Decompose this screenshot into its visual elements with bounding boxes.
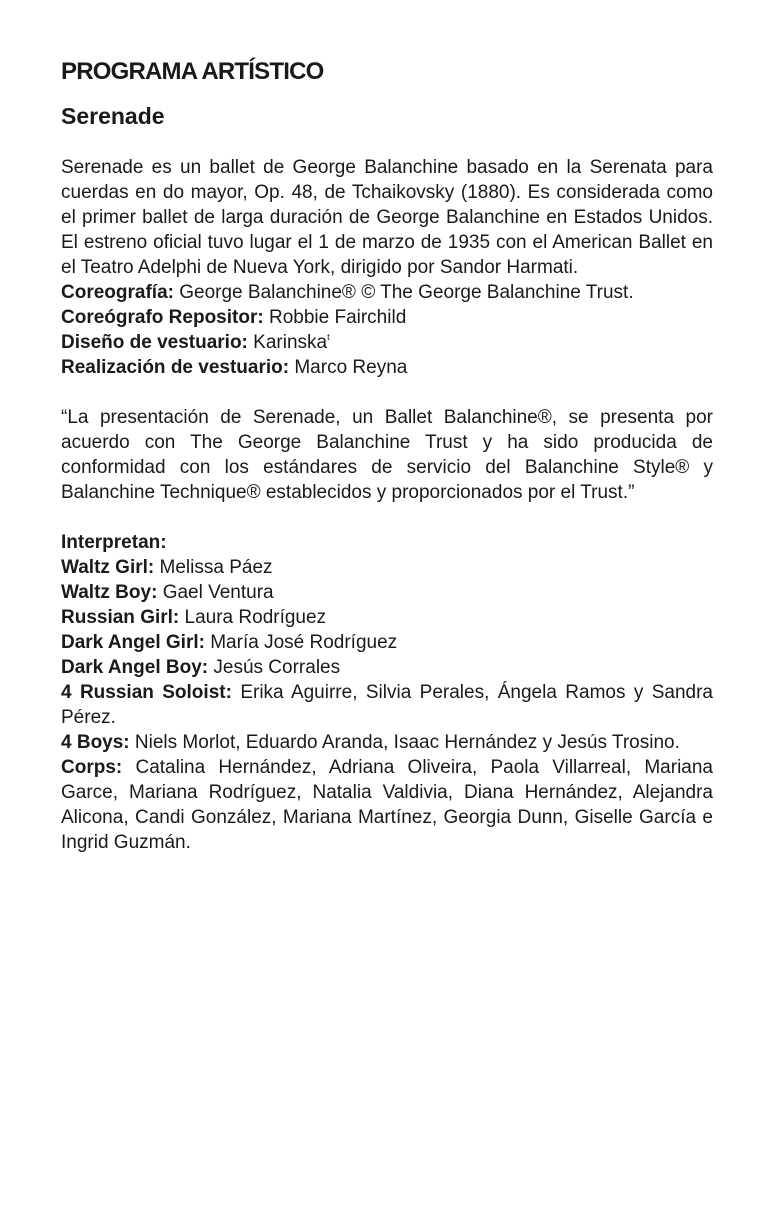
credit-line — [61, 280, 713, 305]
spacer — [61, 505, 713, 530]
cast-names: Erika Aguirre, Silvia Perales, Ángela Ramos y Sandra Pérez. — [61, 682, 714, 728]
ballet-title: Serenade — [61, 103, 165, 129]
cast-line — [61, 730, 713, 755]
cast-names: Jesús Corrales — [213, 657, 341, 678]
cast-role: Waltz Girl: — [61, 557, 155, 578]
intro-paragraph: Serenade es un ballet de George Balanchine basado en la Serenata para cuerdas en do mayor, Op. 48, de Tchaikovsky (1880). Es considerada como el primer ballet de larga duración de George Balanchine en Estados Unidos. El estreno oficial tuvo lugar el 1 de marzo de 1935 con el American Ballet en el Teatro Adelphi de Nueva York, dirigido por Sandor Harmati. — [61, 157, 713, 278]
cast-names: María José Rodríguez — [210, 632, 398, 653]
credit-label: Realización de vestuario: — [61, 357, 290, 378]
cast-names: Catalina Hernández, Adriana Oliveira, Paola Villarreal, Mariana Garce, Mariana Rodríguez, Natalia Valdivia, Diana Hernández, Alejandra Alicona, Candi González, Mariana Martínez, Georgia Dunn, Giselle García e Ingrid Guzmán. — [61, 757, 713, 853]
cast-line — [61, 605, 713, 630]
credit-label: Diseño de vestuario: — [61, 332, 248, 353]
credit-line — [61, 355, 713, 380]
cast-role: Russian Girl: — [61, 607, 180, 628]
credit-value: George Balanchine® © The George Balanchine Trust. — [179, 282, 634, 303]
spacer — [61, 380, 713, 405]
credit-line — [61, 305, 713, 330]
cast-role: 4 Boys: — [61, 732, 130, 753]
program-body — [61, 155, 713, 855]
cast-line — [61, 580, 713, 605]
credit-superscript: t — [327, 332, 330, 342]
cast-names: Niels Morlot, Eduardo Aranda, Isaac Hernández y Jesús Trosino. — [134, 732, 680, 753]
cast-heading-text: Interpretan: — [61, 532, 167, 553]
credit-label: Coreógrafo Repositor: — [61, 307, 264, 328]
cast-heading — [61, 530, 713, 555]
cast-line — [61, 680, 713, 730]
cast-line — [61, 630, 713, 655]
cast-line — [61, 755, 713, 855]
cast-names: Melissa Páez — [159, 557, 273, 578]
section-heading: PROGRAMA ARTÍSTICO — [61, 58, 324, 85]
credit-label: Coreografía: — [61, 282, 174, 303]
credit-value: Karinska — [253, 332, 328, 353]
credit-value: Marco Reyna — [294, 357, 408, 378]
cast-role: Dark Angel Boy: — [61, 657, 209, 678]
cast-role: 4 Russian Soloist: — [61, 682, 232, 703]
credit-value: Robbie Fairchild — [268, 307, 407, 328]
trust-quote: “La presentación de Serenade, un Ballet Balanchine®, se presenta por acuerdo con The George Balanchine Trust y ha sido producida de conformidad con los estándares de servicio del Balanchine Style® y Balanchine Technique® establecidos y proporcionados por el Trust.” — [61, 407, 713, 503]
cast-line — [61, 655, 713, 680]
cast-line — [61, 555, 713, 580]
cast-names: Laura Rodríguez — [184, 607, 327, 628]
cast-role: Corps: — [61, 757, 123, 778]
cast-role: Waltz Boy: — [61, 582, 158, 603]
cast-role: Dark Angel Girl: — [61, 632, 205, 653]
cast-names: Gael Ventura — [162, 582, 274, 603]
credit-line — [61, 330, 713, 355]
